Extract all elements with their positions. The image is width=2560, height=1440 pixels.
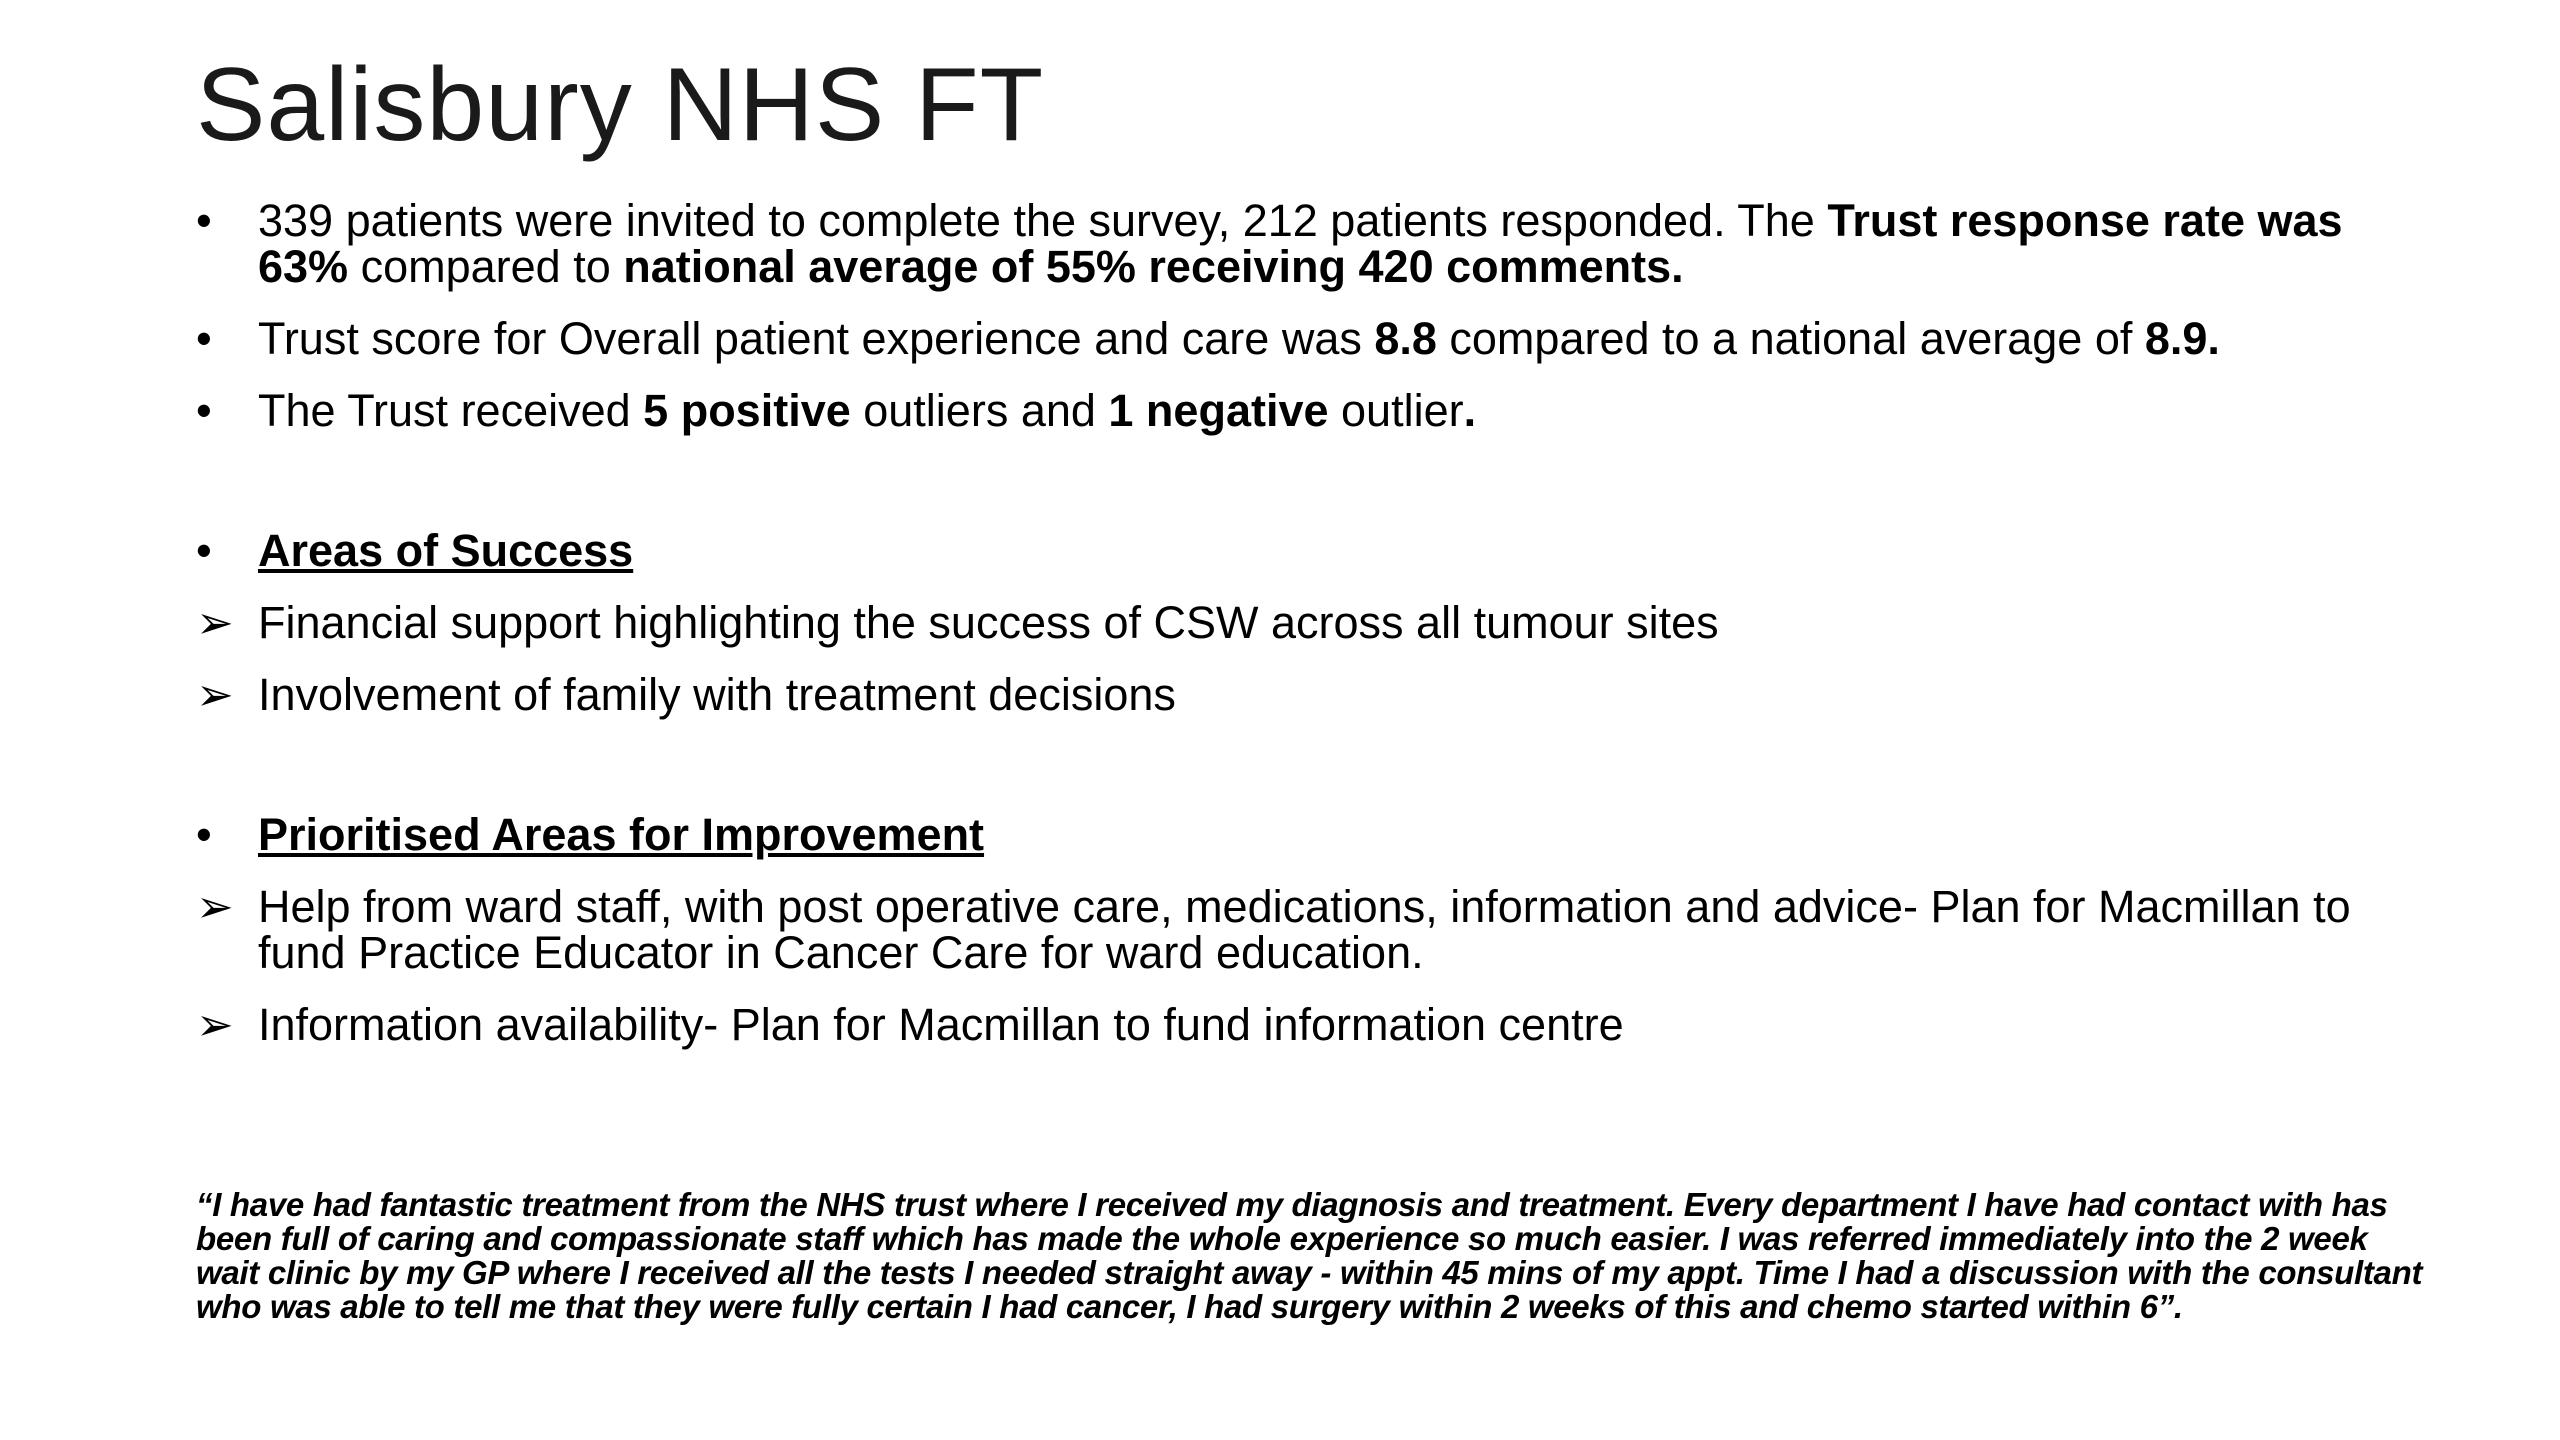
- bullet-marker: •: [196, 809, 212, 860]
- improvement-item: [196, 881, 2386, 978]
- stat-text: The Trust received: [258, 385, 644, 436]
- stat-response-rate: [196, 195, 2386, 292]
- stat-bold: 5 positive: [643, 385, 851, 436]
- bullet-marker: •: [196, 195, 212, 246]
- arrow-marker-icon: ➢: [196, 669, 234, 720]
- stat-bold: 8.9.: [2144, 313, 2220, 364]
- stat-text: compared to: [348, 241, 624, 292]
- arrow-marker-icon: ➢: [196, 597, 234, 648]
- stat-text: Trust score for Overall patient experience and care was: [258, 313, 1375, 364]
- success-item: [196, 597, 2386, 648]
- bullet-marker: •: [196, 313, 212, 364]
- spacer: [196, 434, 2386, 528]
- stat-bold: national average of 55% receiving 420 comments.: [623, 241, 1684, 292]
- arrow-marker-icon: ➢: [196, 999, 234, 1050]
- success-item: [196, 669, 2386, 720]
- bullet-marker: •: [196, 525, 212, 576]
- improvement-item-text: Help from ward staff, with post operative care, medications, information and advice- Plan for Macmillan to fund Practice Educator in Cancer Care for ward education.: [258, 881, 2351, 978]
- stat-outliers: [196, 385, 2386, 436]
- stat-bold: 8.8: [1374, 313, 1437, 364]
- arrow-marker-icon: ➢: [196, 881, 234, 932]
- success-item-text: Financial support highlighting the success of CSW across all tumour sites: [258, 597, 1719, 648]
- success-heading: [196, 525, 2386, 576]
- spacer: [196, 718, 2386, 812]
- stat-bold: .: [1463, 385, 1477, 436]
- stat-bold: Trust response rate was 63%: [258, 195, 2343, 292]
- success-item-text: Involvement of family with treatment decisions: [258, 669, 1176, 720]
- stat-text: outliers and: [850, 385, 1109, 436]
- success-heading-text: Areas of Success: [258, 525, 634, 576]
- improvement-item-text: Information availability- Plan for Macmillan to fund information centre: [258, 999, 1624, 1050]
- stat-text: 339 patients were invited to complete the survey, 212 patients responded. The: [258, 195, 1828, 246]
- improvement-heading-text: Prioritised Areas for Improvement: [258, 809, 985, 860]
- bullet-marker: •: [196, 385, 212, 436]
- slide-title: Salisbury NHS FT: [196, 47, 1045, 163]
- patient-quote: “I have had fantastic treatment from the NHS trust where I received my diagnosis and treatment. Every department I have had contact with has been full of caring and compassionate staff which has made the whole experience so much easier. I was referred immediately into the 2 week wait clinic by my GP where I received all the tests I needed straight away - within 45 mins of my appt. Time I had a discussion with the consultant who was able to tell me that they were fully certain I had cancer, I had surgery within 2 weeks of this and chemo started within 6”.: [196, 1186, 2423, 1325]
- slide-content: [196, 195, 2386, 1050]
- improvement-item: [196, 999, 2386, 1050]
- stat-overall-score: [196, 313, 2386, 364]
- improvement-heading: [196, 809, 2386, 860]
- stat-text: compared to a national average of: [1436, 313, 2145, 364]
- stat-text: outlier: [1328, 385, 1464, 436]
- stat-bold: 1 negative: [1108, 385, 1329, 436]
